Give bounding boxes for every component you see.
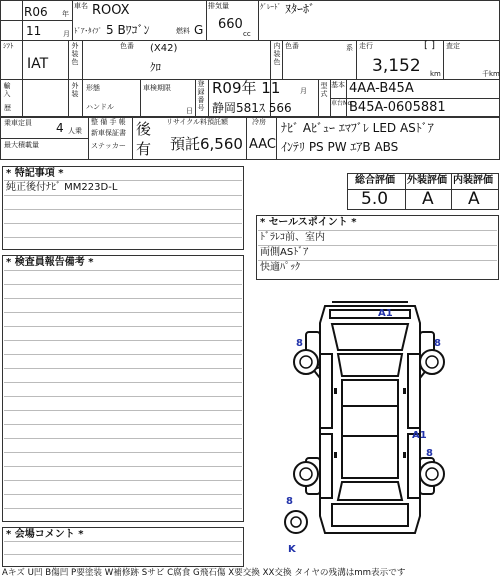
ruled-line [4, 298, 242, 299]
spare-tire [285, 511, 307, 533]
history-label: 歴 [4, 104, 11, 112]
doors-type: 5 Bﾜｺﾞﾝ [106, 23, 150, 37]
shape-label: 形態 [86, 84, 100, 92]
year-label: 年 [62, 10, 69, 18]
color-name: ｸﾛ [150, 61, 161, 74]
assessment-label: 査定 [446, 42, 460, 50]
registration-number-label: 登録番号 [197, 80, 205, 112]
tire-mark-rear-right: 8 [426, 448, 433, 459]
ruled-line [4, 452, 242, 453]
model-type-label: 型式 [320, 82, 328, 98]
capacity-value: 4 [56, 121, 64, 135]
interior-system-mark: 系 [346, 44, 353, 52]
ruled-line [4, 410, 242, 411]
shift-label: ｼﾌﾄ [3, 42, 14, 50]
tire-front-left [294, 350, 318, 374]
sticker-label: ステッカー [91, 142, 126, 150]
inspection-expiry-label: 車検期限 [143, 84, 171, 92]
ruled-line [4, 326, 242, 327]
exterior-color-label: 外装色 [71, 42, 79, 66]
ruled-line [4, 438, 242, 439]
special-notes-box [2, 166, 244, 250]
tire-mark-front-left: 8 [296, 338, 303, 349]
sales-point-2: 両側ASﾄﾞｱ [260, 247, 309, 258]
damage-mark-a1-right: A1 [412, 430, 427, 441]
sales-points-box [256, 215, 499, 280]
inspection-month-label: 月 [300, 87, 307, 95]
shift-value: IAT [27, 56, 49, 72]
ruled-line [4, 284, 242, 285]
ruled-line [4, 312, 242, 313]
tire-front-right [420, 350, 444, 374]
equipment-line-1: ﾅﾋﾞ Aﾋﾞｭｰ ｴﾏﾌﾞﾚ LED ASﾄﾞｱ [281, 121, 434, 135]
mileage-value: 3,152 [372, 56, 421, 76]
ruled-line [4, 494, 242, 495]
tire-rear-left [294, 462, 318, 486]
inspection-date: R09年 11 [212, 79, 281, 97]
special-notes-line-1: 純正後付ﾅﾋﾞ MM223D-L [6, 182, 118, 193]
exterior-grade-value: A [422, 189, 434, 209]
thousand-km-label: 千km [482, 70, 500, 78]
interior-grade-value: A [468, 189, 480, 209]
sales-points-title: * セールスポイント * [260, 217, 357, 228]
handle-label: ハンドル [86, 103, 114, 111]
tire-mark-spare: 8 [286, 496, 293, 507]
fuel-label: 燃料 [176, 27, 190, 35]
total-grade-label: 総合評価 [355, 175, 395, 186]
inspector-notes-title: * 検査員報告備考 * [6, 257, 94, 268]
grade-value: ﾇﾀｰﾎﾞ [285, 2, 316, 16]
tire-rear-right [420, 462, 444, 486]
fuel-value: G [194, 23, 204, 37]
car-damage-diagram [270, 288, 470, 558]
maintenance-manual-label: 整 備 手 帳 [91, 118, 126, 126]
plate-number: 静岡581ｽ 566 [212, 101, 292, 115]
base-label: 基本 [331, 81, 345, 89]
color-number-label: 色番 [120, 42, 134, 50]
keys-mark: K [288, 544, 296, 555]
capacity-label: 乗車定員 [4, 119, 32, 127]
displacement-label: 排気量 [208, 2, 229, 10]
sales-point-3: 快適ﾊﾟｯｸ [260, 262, 300, 273]
mileage-bracket: [ ] [424, 40, 435, 51]
km-label: km [430, 70, 441, 78]
ruled-line [4, 354, 242, 355]
registration-month: 11 [26, 24, 42, 38]
car-name: ROOX [92, 3, 130, 18]
recycle-fee-label: リサイクル料預託額 [166, 118, 229, 126]
interior-grade-label: 内装評価 [453, 175, 493, 186]
ruled-line [4, 508, 242, 509]
inspector-notes-box [2, 255, 244, 522]
damage-mark-a1-front: A1 [378, 308, 393, 319]
month-label: 月 [63, 30, 70, 38]
manual-value: 後 [136, 120, 152, 138]
car-name-label: 車名 [74, 2, 88, 10]
displacement-value: 660 [218, 17, 243, 32]
equipment-line-2: ｲﾝﾃﾘ PS PW ｴｱB ABS [281, 140, 399, 154]
air-conditioner-label: 冷房 [252, 118, 266, 126]
exterior-label: 外装 [71, 82, 79, 98]
capacity-unit: 人乗 [68, 127, 82, 135]
color-code: (X42) [150, 43, 178, 54]
damage-legend: Aキズ U凹 B傷凹 P要塗装 W補修跡 Sサビ C腐食 G飛石傷 X要交換 XX交換 タイヤの残溝はmm表示です [2, 568, 406, 578]
warranty-label: 新車保証書 [91, 129, 126, 137]
ruled-line [4, 480, 242, 481]
warranty-value: 有 [136, 140, 152, 158]
exterior-grade-label: 外装評価 [407, 175, 447, 186]
ruled-line [4, 382, 242, 383]
grade-label: ｸﾞﾚｰﾄﾞ [260, 3, 281, 11]
chassis-number: B45A-0605881 [349, 100, 446, 115]
ruled-line [4, 466, 242, 467]
max-load-label: 最大積載量 [4, 141, 39, 149]
registration-year: R06 [24, 5, 48, 19]
ruled-line [4, 424, 242, 425]
special-notes-title: * 特記事項 * [6, 168, 64, 179]
evaluation-grades [347, 173, 499, 210]
import-label: 輸入 [3, 82, 11, 98]
chassis-number-label: 車台No. [331, 100, 353, 107]
venue-comment-box [2, 527, 244, 567]
ruled-line [4, 396, 242, 397]
total-grade-value: 5.0 [361, 189, 389, 209]
sales-point-1: ﾄﾞﾗﾚｺ前、室内 [260, 232, 325, 243]
recycle-fee-value: 預託6,560 [170, 135, 243, 153]
model-type: 4AA-B45A [349, 81, 414, 96]
ruled-line [4, 270, 242, 271]
ruled-line [4, 340, 242, 341]
tire-mark-front-right: 8 [434, 338, 441, 349]
interior-color-label: 内装色 [273, 42, 281, 66]
inspection-day-label: 日 [186, 107, 193, 115]
interior-color-number-label: 色番 [285, 42, 299, 50]
ruled-line [4, 368, 242, 369]
doors-type-label: ﾄﾞｱ･ﾀｲﾌﾟ [74, 27, 102, 35]
mileage-label: 走行 [359, 42, 373, 50]
air-conditioner-value: AAC [249, 137, 276, 152]
cc-label: cc [243, 30, 251, 38]
venue-comment-title: * 会場コメント * [6, 529, 84, 540]
